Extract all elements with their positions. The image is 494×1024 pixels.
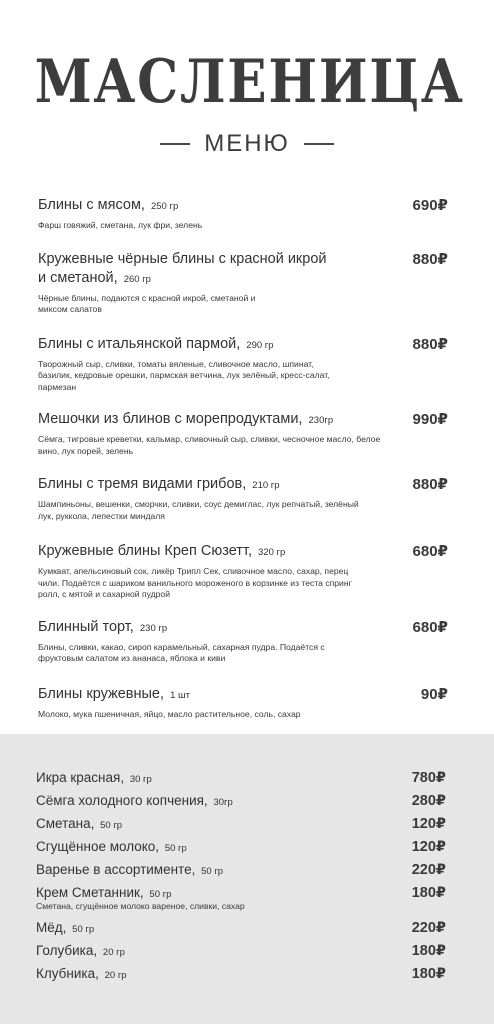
main-menu xyxy=(38,196,448,720)
dish-description: Творожный сыр, сливки, томаты вяленые, сливочное масло, шпинат, базилик, кедровые орешки, пармская ветчина, лук зелёный, кресс-салат, пармезан xyxy=(38,358,330,392)
extra-weight: 30гр xyxy=(213,797,233,808)
dish-name: Блины с итальянской пармой, 290 гр xyxy=(38,335,274,352)
dish-description: Сёмга, тигровые креветки, кальмар, сливочный сыр, сливки, чесночное масло, белое вино, лук порей, зелень xyxy=(38,434,381,456)
extra-price: 180₽ xyxy=(411,966,446,982)
menu-item xyxy=(38,618,448,665)
divider-right xyxy=(304,143,334,145)
extra-name: Клубника, 20 гр xyxy=(36,966,127,981)
dish-name: Блины кружевные, 1 шт xyxy=(38,685,190,702)
extra-weight: 20 гр xyxy=(104,970,127,981)
menu-item xyxy=(38,475,448,522)
restaurant-logo: МАСЛЕНИЦА xyxy=(34,47,465,117)
dish-weight: 320 гр xyxy=(258,547,286,558)
dish-weight: 230гр xyxy=(308,415,334,426)
dish-weight: 250 гр xyxy=(150,201,179,212)
extra-item xyxy=(36,768,446,791)
extra-name: Сёмга холодного копчения, 30гр xyxy=(36,793,233,808)
divider-left xyxy=(160,143,190,145)
extra-item xyxy=(36,941,446,964)
menu-item xyxy=(38,410,448,457)
extra-weight: 20 гр xyxy=(102,947,125,958)
menu-item xyxy=(38,196,448,232)
extra-item xyxy=(36,814,446,837)
dish-weight: 230 гр xyxy=(139,622,168,634)
menu-subtitle: МЕНЮ xyxy=(204,130,290,157)
dish-description: Фарш говяжий, сметана, лук фри, зелень xyxy=(38,220,203,230)
dish-price: 680₽ xyxy=(412,543,448,560)
extra-price: 120₽ xyxy=(411,816,446,832)
extra-price: 120₽ xyxy=(411,839,446,855)
menu-item xyxy=(38,335,448,394)
menu-header xyxy=(0,47,494,158)
dish-description: Блины, сливки, какао, сироп карамельный, сахарная пудра. Подаётся с фруктовым салатом из ананаса, яблока и киви xyxy=(38,641,325,663)
extra-name: Сметана, 50 гр xyxy=(36,816,123,831)
extra-description: Сметана, сгущённое молоко вареное, сливки, сахар xyxy=(36,901,245,911)
dish-weight: 210 гр xyxy=(252,480,280,491)
dish-name: Блины с мясом, 250 гр xyxy=(38,197,179,213)
extra-price: 220₽ xyxy=(411,920,446,936)
dish-name: Кружевные блины Креп Сюзетт, 320 гр xyxy=(38,543,286,559)
dish-price: 880₽ xyxy=(412,476,448,493)
extra-weight: 50 гр xyxy=(201,866,224,877)
extra-weight: 50 гр xyxy=(72,924,95,935)
menu-item xyxy=(38,250,448,316)
dish-weight: 290 гр xyxy=(246,339,274,351)
extra-weight: 30 гр xyxy=(129,774,152,785)
dish-price: 880₽ xyxy=(412,335,448,353)
extra-price: 180₽ xyxy=(411,943,446,959)
extra-price: 780₽ xyxy=(411,770,446,786)
dish-name: Блинный торт, 230 гр xyxy=(38,618,168,635)
extra-price: 280₽ xyxy=(411,793,446,809)
dish-weight: 260 гр xyxy=(123,273,151,285)
dish-description: Шампиньоны, вешенки, сморчки, сливки, соус демиглас, лук репчатый, зелёный лук, руккола, лепестки миндаля xyxy=(38,499,359,521)
extras-list xyxy=(36,768,446,987)
menu-item xyxy=(38,542,448,601)
extra-weight: 50 гр xyxy=(164,843,187,854)
extra-price: 220₽ xyxy=(411,862,446,878)
dish-price: 990₽ xyxy=(412,411,448,428)
extra-item xyxy=(36,837,446,860)
dish-description: Чёрные блины, подаются с красной икрой, сметаной и миксом салатов xyxy=(38,292,256,314)
extra-item xyxy=(36,791,446,814)
extra-weight: 50 гр xyxy=(100,820,123,831)
extra-item xyxy=(36,964,446,987)
dish-name: Мешочки из блинов с морепродуктами, 230гр xyxy=(38,411,334,427)
dish-price: 880₽ xyxy=(412,250,448,268)
extra-name: Мёд, 50 гр xyxy=(36,920,95,935)
extra-weight: 50 гр xyxy=(149,889,172,900)
dish-description: Молоко, мука пшеничная, яйцо, масло растительное, соль, сахар xyxy=(38,708,301,719)
extra-item xyxy=(36,883,446,900)
extras-section xyxy=(0,734,494,1024)
subtitle-row xyxy=(0,130,494,158)
extra-name: Крем Сметанник, 50 гр xyxy=(36,885,172,900)
dish-price: 690₽ xyxy=(412,197,448,214)
dish-price: 90₽ xyxy=(420,685,448,703)
dish-price: 680₽ xyxy=(412,618,448,636)
extra-price: 180₽ xyxy=(411,885,446,901)
extra-name: Сгущённое молоко, 50 гр xyxy=(36,839,187,854)
extra-item xyxy=(36,918,446,941)
dish-name: Кружевные чёрные блины с красной икрой и сметаной, 260 гр xyxy=(38,250,327,286)
extra-item xyxy=(36,860,446,883)
extra-name: Икра красная, 30 гр xyxy=(36,770,152,785)
extra-name: Голубика, 20 гр xyxy=(36,943,125,958)
dish-name: Блины с тремя видами грибов, 210 гр xyxy=(38,476,280,492)
menu-item xyxy=(38,685,448,721)
dish-description: Кумкват, апельсиновый сок, ликёр Трипл Сек, сливочное масло, сахар, перец чили. Подаётся с шариком ванильного мороженого в корзинке из теста спринг ролл, с мятой и сахарной пудрой xyxy=(38,566,352,599)
extra-name: Варенье в ассортименте, 50 гр xyxy=(36,862,224,877)
dish-weight: 1 шт xyxy=(170,689,190,701)
